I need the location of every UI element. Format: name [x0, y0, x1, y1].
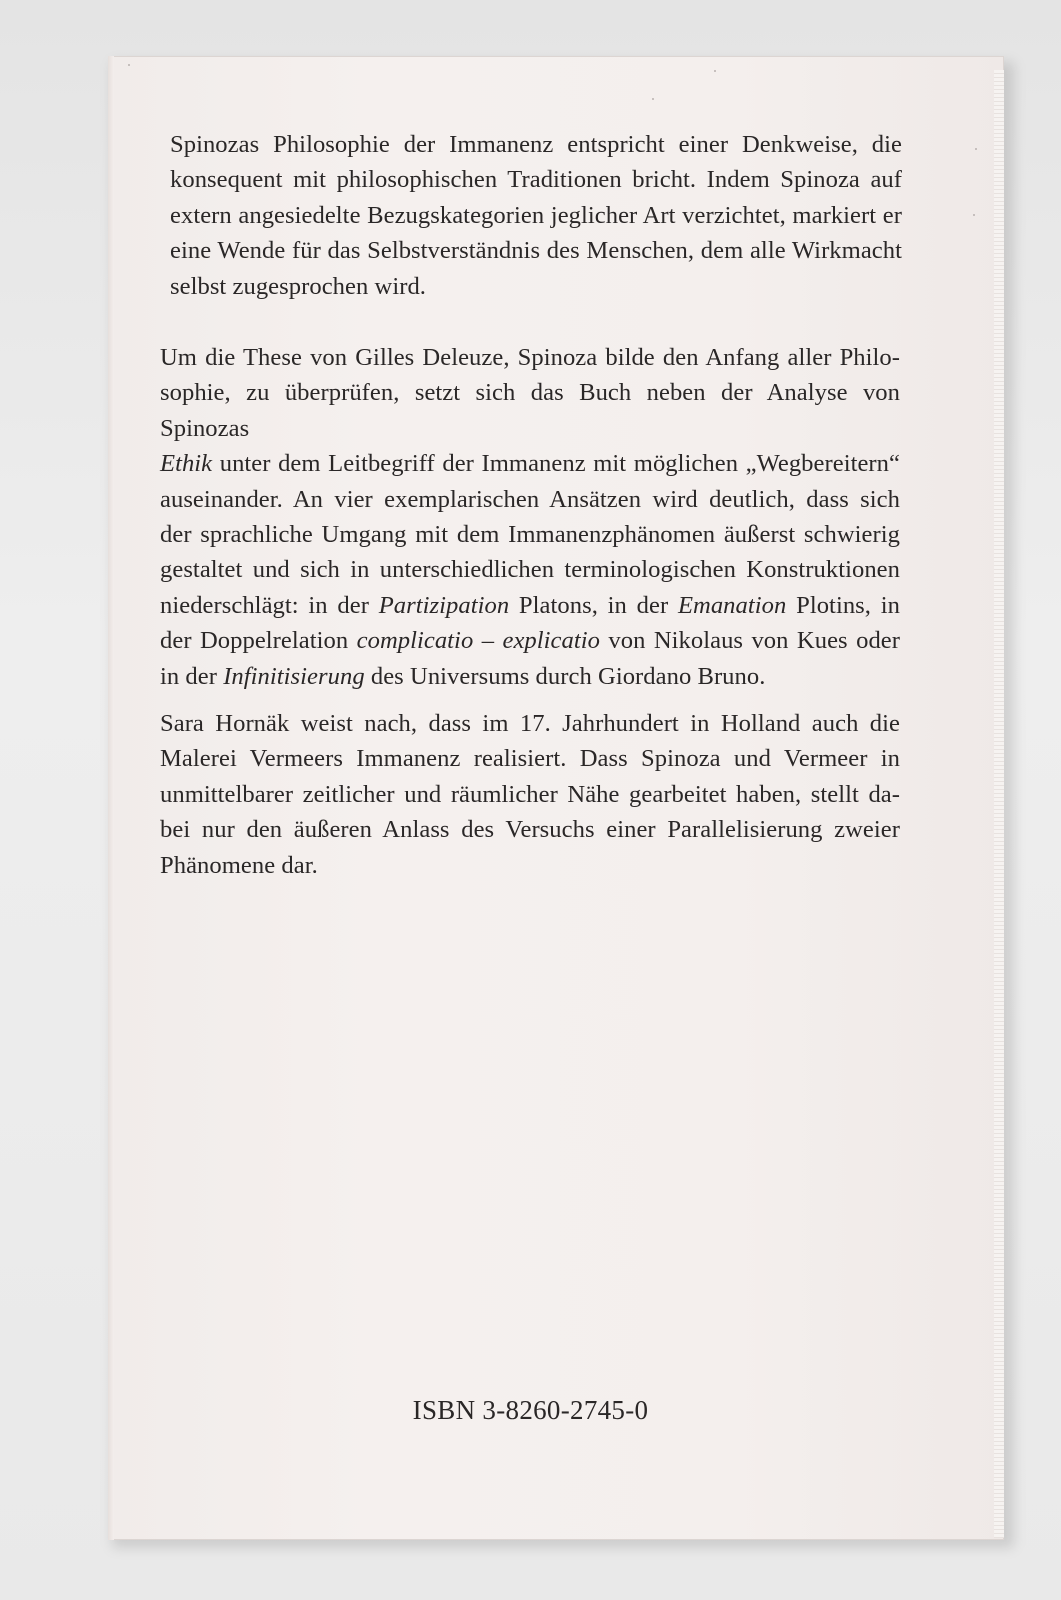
italic-term: Emanation — [677, 591, 787, 619]
text-line — [160, 552, 900, 587]
text-line — [170, 233, 902, 268]
text-run: unmittelbarer zeitlicher und räumlicher Nähe gearbeitet haben, stellt da- — [160, 780, 900, 808]
text-line — [160, 623, 900, 658]
italic-term: complicatio – explicatio — [356, 627, 600, 655]
text-run: Um die These von Gilles Deleuze, Spinoza bilde den Anfang aller Philo- — [160, 344, 900, 371]
cover-speck — [128, 64, 130, 66]
blurb-paragraph-3 — [160, 706, 900, 883]
text-run: Platons, in der — [509, 591, 678, 619]
text-run: selbst zugesprochen wird. — [170, 272, 427, 300]
text-line — [160, 848, 900, 883]
text-line — [160, 446, 900, 481]
text-line — [170, 162, 902, 197]
cover-speck — [973, 214, 975, 216]
text-line — [160, 588, 900, 623]
text-run: des Universums durch Giordano Bruno. — [364, 662, 766, 690]
text-run: auseinander. An vier exemplarischen Ansätzen wird deutlich, dass sich — [160, 485, 900, 513]
book-spine-edge — [108, 56, 114, 1540]
text-run: gestaltet und sich in unterschiedlichen terminologischen Konstruktionen — [160, 556, 900, 584]
italic-term: Partizipation — [378, 591, 510, 619]
book-page-edge — [994, 70, 1004, 1538]
text-run: extern angesiedelte Bezugskategorien jeglicher Art verzichtet, markiert er — [170, 201, 902, 229]
text-line — [160, 482, 900, 517]
text-line — [160, 375, 900, 446]
text-line — [160, 777, 900, 812]
cover-speck — [714, 70, 716, 72]
text-run: der sprachliche Umgang mit dem Immanenzphänomen äußerst schwierig — [160, 521, 900, 549]
text-run: niederschlägt: in der — [160, 591, 379, 619]
cover-speck — [975, 148, 977, 150]
text-run: Phänomene dar. — [160, 851, 318, 879]
text-line — [160, 517, 900, 552]
italic-term: Infinitisierung — [223, 662, 365, 690]
blurb-paragraph-1 — [170, 127, 902, 304]
text-line — [160, 659, 900, 694]
text-run: unter dem Leitbegriff der Immanenz mit möglichen „Wegbereitern“ — [212, 450, 900, 478]
blurb-paragraph-2 — [160, 340, 900, 694]
text-run: Malerei Vermeers Immanenz realisiert. Dass Spinoza und Vermeer in — [160, 745, 900, 773]
text-line — [170, 127, 902, 162]
text-line — [170, 198, 902, 233]
text-run: Sara Hornäk weist nach, dass im 17. Jahrhundert in Holland auch die — [160, 710, 900, 737]
italic-term: Ethik — [160, 450, 213, 478]
text-run: von Nikolaus von Kues oder — [599, 627, 900, 655]
text-run: Plotins, in — [786, 591, 900, 619]
text-line — [160, 812, 900, 847]
text-line — [160, 706, 900, 741]
text-run: sophie, zu überprüfen, setzt sich das Buch neben der Analyse von Spinozas — [160, 379, 900, 442]
text-line — [170, 269, 902, 304]
text-run: bei nur den äußeren Anlass des Versuchs einer Parallelisierung zweier — [160, 816, 900, 844]
text-line — [160, 340, 900, 375]
cover-speck — [652, 98, 654, 100]
text-line — [160, 741, 900, 776]
text-run: konsequent mit philosophischen Traditionen bricht. Indem Spinoza auf — [170, 166, 902, 194]
text-run: Spinozas Philosophie der Immanenz entspricht einer Denkweise, die — [170, 131, 902, 158]
isbn-number: ISBN 3-8260-2745-0 — [412, 1395, 649, 1425]
text-run: der Doppelrelation — [160, 627, 357, 655]
text-run: in der — [160, 662, 224, 690]
text-run: eine Wende für das Selbstverständnis des Menschen, dem alle Wirkmacht — [170, 237, 902, 265]
